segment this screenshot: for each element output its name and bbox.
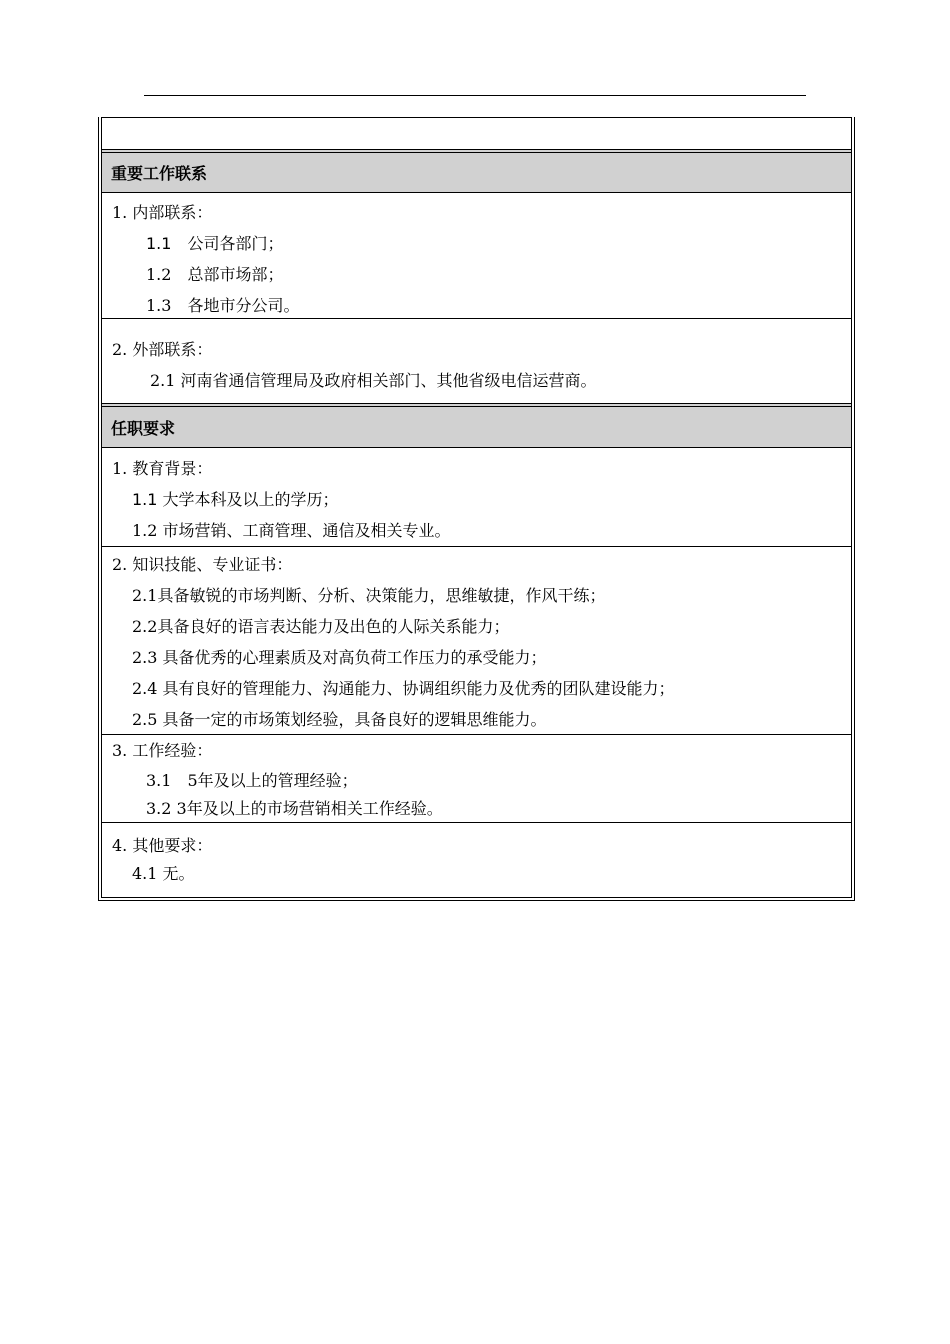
skills-heading: 2. 知识技能、专业证书： (112, 555, 293, 574)
header-rule (144, 95, 806, 96)
education-heading: 1. 教育背景： (112, 459, 213, 478)
list-item: 1.1 大学本科及以上的学历； (132, 490, 339, 509)
section-header-requirements (102, 403, 851, 448)
external-relations-block (102, 319, 851, 403)
blank-row (102, 117, 851, 149)
section-title: 任职要求 (111, 418, 176, 438)
section-title: 重要工作联系 (111, 164, 208, 183)
list-item: 2.3 具备优秀的心理素质及对高负荷工作压力的承受能力； (132, 648, 547, 667)
list-item: 4.1 无。 (132, 864, 195, 883)
experience-heading: 3. 工作经验： (112, 741, 213, 760)
section-header-work-relations (102, 149, 851, 193)
list-item: 1.2 市场营销、工商管理、通信及相关专业。 (132, 521, 451, 540)
internal-relations-heading: 1. 内部联系： (112, 203, 213, 222)
experience-block (102, 735, 851, 823)
list-item: 3.1 5年及以上的管理经验； (146, 771, 358, 790)
job-description-table (98, 117, 855, 901)
external-relations-heading: 2. 外部联系： (112, 340, 213, 359)
other-requirements-heading: 4. 其他要求： (112, 836, 213, 855)
list-item: 2.1具备敏锐的市场判断、分析、决策能力，思维敏捷，作风干练； (132, 586, 606, 605)
list-item: 2.5 具备一定的市场策划经验，具备良好的逻辑思维能力。 (132, 710, 547, 729)
other-requirements-block (102, 823, 851, 897)
list-item: 1.2 总部市场部； (146, 265, 284, 284)
list-item: 2.4 具有良好的管理能力、沟通能力、协调组织能力及优秀的团队建设能力； (132, 679, 675, 698)
skills-block (102, 547, 851, 735)
education-block (102, 448, 851, 547)
list-item: 1.3 各地市分公司。 (146, 296, 300, 315)
list-item: 1.1 公司各部门； (146, 234, 284, 253)
list-item: 2.2具备良好的语言表达能力及出色的人际关系能力； (132, 617, 510, 636)
list-item: 3.2 3年及以上的市场营销相关工作经验。 (146, 799, 443, 818)
internal-relations-block (102, 193, 851, 319)
list-item: 2.1 河南省通信管理局及政府相关部门、其他省级电信运营商。 (150, 371, 597, 390)
